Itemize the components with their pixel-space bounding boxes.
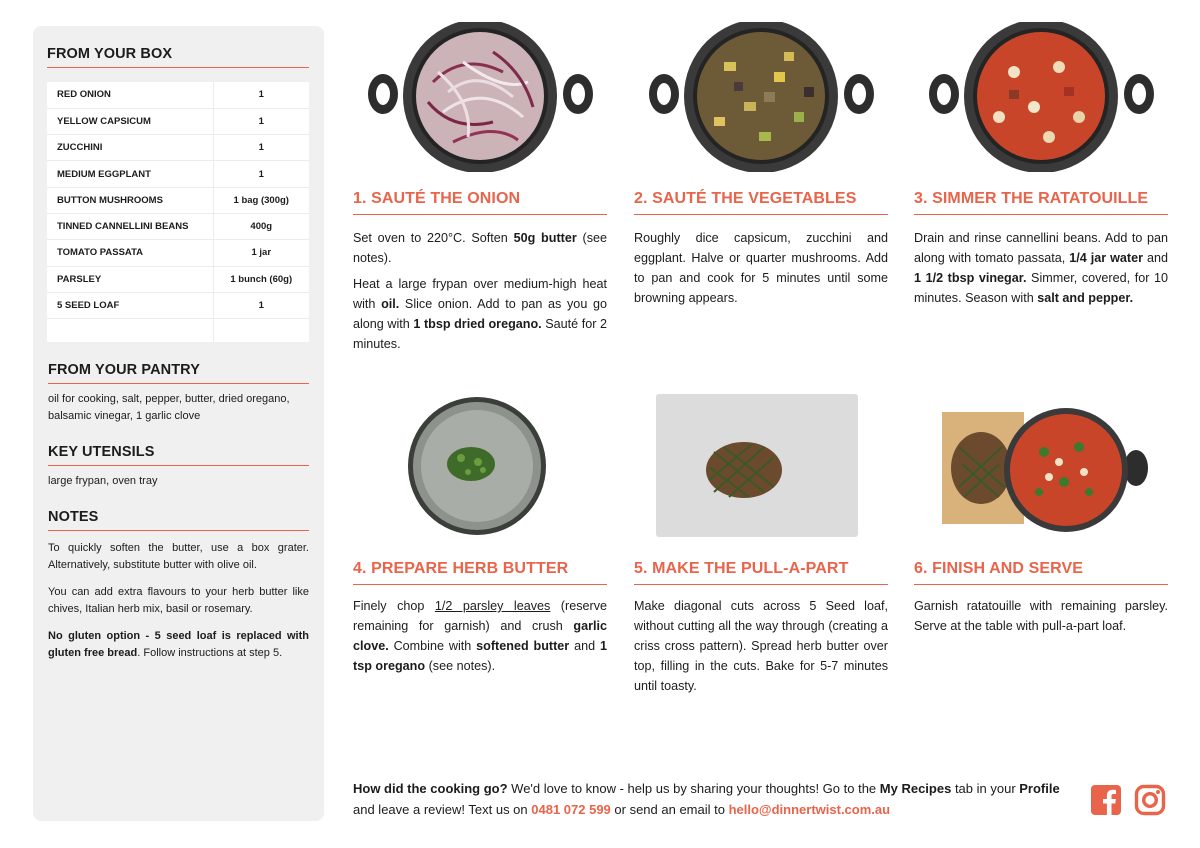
bold-text: softened butter xyxy=(476,639,570,653)
step-2 xyxy=(634,22,888,362)
onion-pan-photo xyxy=(353,22,607,172)
step-6-body xyxy=(914,596,1168,642)
bold-text: oil. xyxy=(381,297,400,311)
text-run: Combine with xyxy=(388,639,477,653)
ingredient-row xyxy=(47,187,309,213)
ingredient-name: YELLOW CAPSICUM xyxy=(47,108,213,134)
facebook-icon[interactable] xyxy=(1090,784,1122,816)
ingredient-qty: 1 xyxy=(213,161,309,187)
step-4 xyxy=(353,392,607,722)
text-run: Sauté for 2 minutes. xyxy=(353,317,608,351)
pull-apart-loaf-photo xyxy=(634,392,888,542)
notes-heading: NOTES xyxy=(48,509,309,531)
text-run: Heat a large frypan over medium-high heat with xyxy=(353,277,607,311)
bold-text: 1 tsp oregano xyxy=(353,639,607,673)
step-paragraph xyxy=(914,228,1168,308)
ingredient-name: MEDIUM EGGPLANT xyxy=(47,161,213,187)
ingredient-name: ZUCCHINI xyxy=(47,135,213,161)
text-run: (see notes). xyxy=(353,231,608,265)
underlined-text: 1/2 parsley leaves xyxy=(434,599,551,613)
ratatouille-pan-photo xyxy=(914,22,1168,172)
ingredient-name xyxy=(47,319,213,342)
bold-text: 1 tbsp dried oregano. xyxy=(413,317,542,331)
footer-text-4: or send an email to xyxy=(610,802,729,817)
ingredient-name: 5 SEED LOAF xyxy=(47,292,213,318)
bold-text: salt and pepper. xyxy=(1037,291,1134,305)
from-your-pantry-heading: FROM YOUR PANTRY xyxy=(48,362,309,384)
text-run: Make diagonal cuts across 5 Seed loaf, without cutting all the way through (creating a criss cross pattern). Spread herb butter over top, filling in the cuts. Bake for 5-7 minutes until toasty. xyxy=(634,599,888,693)
ingredient-name: TINNED CANNELLINI BEANS xyxy=(47,213,213,239)
text-run: Simmer, covered, for 10 minutes. Season with xyxy=(914,271,1169,305)
text-run: Finely chop xyxy=(353,599,435,613)
text-run: Drain and rinse cannellini beans. Add to pan along with tomato passata, xyxy=(914,231,1168,265)
text-run: Slice onion. Add to pan as you go along with xyxy=(353,297,607,331)
ingredient-row xyxy=(47,240,309,266)
ingredient-qty: 1 xyxy=(213,292,309,318)
ingredient-name: PARSLEY xyxy=(47,266,213,292)
text-run: Roughly dice capsicum, zucchini and eggplant. Halve or quarter mushrooms. Add to pan and cook for 5 minutes until some browning appears. xyxy=(634,231,888,305)
ingredients-sidebar xyxy=(33,26,324,821)
utensils-list: large frypan, oven tray xyxy=(48,474,158,487)
step-1-body xyxy=(353,228,607,360)
text-run: Garnish ratatouille with remaining parsley. Serve at the table with pull-a-part loaf. xyxy=(914,599,1168,633)
step-4-title: 4. PREPARE HERB BUTTER xyxy=(353,560,607,585)
text-run: (see notes). xyxy=(425,659,496,673)
bold-text: 1 1/2 tbsp vinegar. xyxy=(914,271,1027,285)
step-paragraph xyxy=(914,596,1168,636)
herb-butter-bowl-photo xyxy=(353,392,607,542)
ingredient-name: BUTTON MUSHROOMS xyxy=(47,187,213,213)
feedback-question: How did the cooking go? xyxy=(353,781,508,796)
feedback-footer xyxy=(353,778,1083,820)
step-5-body xyxy=(634,596,888,702)
ingredient-row xyxy=(47,213,309,239)
step-paragraph xyxy=(353,274,607,354)
text-run: (reserve remaining for garnish) and crush xyxy=(353,599,607,633)
ingredient-qty: 1 bag (300g) xyxy=(213,187,309,213)
ingredient-name: TOMATO PASSATA xyxy=(47,240,213,266)
ingredient-qty: 1 jar xyxy=(213,240,309,266)
gluten-option-bold: No gluten option - 5 seed loaf is replaced with gluten free bread xyxy=(48,629,309,660)
step-5-title: 5. MAKE THE PULL-A-PART xyxy=(634,560,888,585)
bold-text: 1/4 jar water xyxy=(1069,251,1143,265)
ingredient-qty: 1 xyxy=(213,108,309,134)
ingredient-qty xyxy=(213,319,309,342)
ingredient-row xyxy=(47,108,309,134)
step-3-title: 3. SIMMER THE RATATOUILLE xyxy=(914,190,1168,215)
key-utensils-heading: KEY UTENSILS xyxy=(48,444,309,466)
my-recipes-label: My Recipes xyxy=(879,781,952,796)
ingredient-name: RED ONION xyxy=(47,82,213,108)
ingredient-row-blank xyxy=(47,319,309,342)
footer-text-3: and leave a review! Text us on xyxy=(353,802,532,817)
note-gluten xyxy=(48,628,309,663)
ingredients-table xyxy=(47,82,309,342)
text-run: and xyxy=(1143,251,1168,265)
phone-number-link[interactable]: 0481 072 599 xyxy=(531,802,611,817)
vegetables-pan-photo xyxy=(634,22,888,172)
ingredient-row xyxy=(47,135,309,161)
ingredient-qty: 1 bunch (60g) xyxy=(213,266,309,292)
step-3-body xyxy=(914,228,1168,314)
from-your-box-heading: FROM YOUR BOX xyxy=(47,46,309,68)
step-paragraph xyxy=(353,228,607,268)
step-1-title: 1. SAUTÉ THE ONION xyxy=(353,190,607,215)
note-flavours: You can add extra flavours to your herb butter like chives, Italian herb mix, basil or rosemary. xyxy=(48,585,309,616)
ingredient-row xyxy=(47,161,309,187)
footer-text-1: We'd love to know - help us by sharing your thoughts! Go to the xyxy=(507,781,880,796)
step-5 xyxy=(634,392,888,722)
step-6-title: 6. FINISH AND SERVE xyxy=(914,560,1168,585)
pantry-list: oil for cooking, salt, pepper, butter, dried oregano, balsamic vinegar, 1 garlic clove xyxy=(48,392,290,422)
step-paragraph xyxy=(634,596,888,696)
gluten-option-rest: . Follow instructions at step 5. xyxy=(137,647,283,660)
text-run: Set oven to 220°C. Soften xyxy=(353,231,514,245)
email-link[interactable]: hello@dinnertwist.com.au xyxy=(728,802,891,817)
ingredient-qty: 400g xyxy=(213,213,309,239)
ingredient-qty: 1 xyxy=(213,82,309,108)
ingredient-row xyxy=(47,82,309,108)
served-dish-photo xyxy=(914,392,1168,542)
ingredient-qty: 1 xyxy=(213,135,309,161)
note-butter: To quickly soften the butter, use a box grater. Alternatively, substitute butter with olive oil. xyxy=(48,541,309,572)
bold-text: garlic clove. xyxy=(353,619,607,653)
footer-text-2: tab in your xyxy=(951,781,1020,796)
ingredient-row xyxy=(47,266,309,292)
step-3 xyxy=(914,22,1168,362)
step-1 xyxy=(353,22,607,362)
bold-text: 50g butter xyxy=(513,231,577,245)
step-4-body xyxy=(353,596,607,682)
instagram-icon[interactable] xyxy=(1134,784,1166,816)
step-2-body xyxy=(634,228,888,314)
ingredient-row xyxy=(47,292,309,318)
text-run: and xyxy=(569,639,600,653)
step-paragraph xyxy=(634,228,888,308)
step-paragraph xyxy=(353,596,607,676)
step-6 xyxy=(914,392,1168,722)
step-2-title: 2. SAUTÉ THE VEGETABLES xyxy=(634,190,888,215)
profile-label: Profile xyxy=(1019,781,1060,796)
